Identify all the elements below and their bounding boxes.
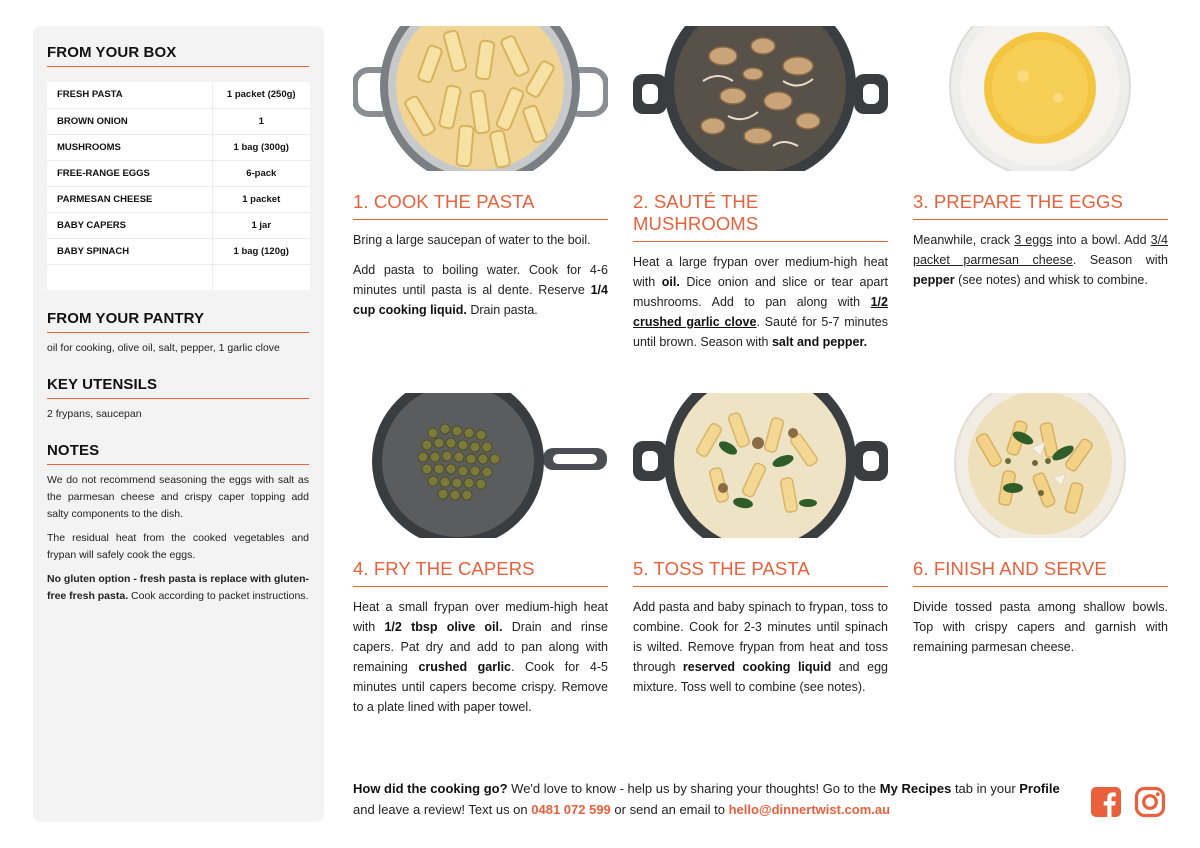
step-4 <box>353 393 608 717</box>
step-title: 3. PREPARE THE EGGS <box>913 191 1168 220</box>
ingredient-qty: 1 packet <box>212 186 310 212</box>
ingredient-name: FRESH PASTA <box>47 82 212 108</box>
email-link[interactable]: hello@dinnertwist.com.au <box>728 802 891 817</box>
table-row <box>47 238 310 264</box>
note-paragraph: No gluten option - fresh pasta is replace with gluten-free fresh pasta. Cook according to packet instructions. <box>47 573 309 602</box>
ingredient-qty: 1 jar <box>212 212 310 238</box>
table-row <box>47 186 310 212</box>
instagram-icon[interactable] <box>1134 786 1166 818</box>
note-bold: No gluten option - fresh pasta is replace with gluten-free fresh pasta. <box>47 573 309 602</box>
step-title: 2. SAUTÉ THE MUSHROOMS <box>633 191 888 242</box>
step-body: Bring a large saucepan of water to the boil. Add pasta to boiling water. Cook for 4-6 minutes until pasta is al dente. Reserve 1/4 cup cooking liquid. Drain pasta. <box>353 233 608 317</box>
facebook-icon[interactable] <box>1090 786 1122 818</box>
table-row-empty <box>47 264 310 290</box>
step-5 <box>633 393 888 697</box>
step-title: 4. FRY THE CAPERS <box>353 558 608 587</box>
ingredient-qty: 1 bag (300g) <box>212 134 310 160</box>
pasta-in-saucepan-icon <box>353 26 608 171</box>
table-row <box>47 134 310 160</box>
profile-label: Profile <box>1019 781 1060 796</box>
table-row <box>47 82 310 108</box>
feedback-footer: How did the cooking go? We'd love to know - help us by sharing your thoughts! Go to the My Recipes tab in your Profile and leave a review! Text us on 0481 072 599 or send an email to hello@dinnertwist.com.au <box>353 781 1060 817</box>
step-3 <box>913 26 1168 290</box>
mushrooms-in-frypan-icon <box>633 26 888 171</box>
ingredient-qty: 1 bag (120g) <box>212 238 310 264</box>
notes-heading: NOTES <box>47 442 309 465</box>
pantry-section <box>47 310 309 357</box>
ingredient-name: BABY SPINACH <box>47 238 212 264</box>
ingredient-qty: 1 <box>212 108 310 134</box>
my-recipes-label: My Recipes <box>879 781 952 796</box>
table-row <box>47 212 310 238</box>
ingredient-name: PARMESAN CHEESE <box>47 186 212 212</box>
ingredient-name: BROWN ONION <box>47 108 212 134</box>
step-title: 6. FINISH AND SERVE <box>913 558 1168 587</box>
ingredient-name: FREE-RANGE EGGS <box>47 160 212 186</box>
ingredient-name: MUSHROOMS <box>47 134 212 160</box>
key-utensils-heading: KEY UTENSILS <box>47 376 309 399</box>
ingredient-name: BABY CAPERS <box>47 212 212 238</box>
table-row <box>47 160 310 186</box>
from-your-pantry-heading: FROM YOUR PANTRY <box>47 310 309 333</box>
note-paragraph: The residual heat from the cooked vegetables and frypan will safely cook the eggs. <box>47 532 309 561</box>
sidebar <box>33 26 324 822</box>
step-title: 1. COOK THE PASTA <box>353 191 608 220</box>
plated-pasta-bowl-icon <box>913 393 1168 538</box>
whisked-eggs-bowl-icon <box>913 26 1168 171</box>
notes-section <box>47 442 309 605</box>
note-paragraph: We do not recommend seasoning the eggs with salt as the parmesan cheese and crispy caper topping add salty components to the dish. <box>47 474 309 520</box>
from-your-box-heading: FROM YOUR BOX <box>47 44 309 67</box>
step-body: Heat a small frypan over medium-high heat with 1/2 tbsp olive oil. Drain and rinse capers. Pat dry and add to pan along with remaining crushed garlic. Cook for 4-5 minutes until capers become crispy. Remove to a plate lined with paper towel. <box>353 600 608 714</box>
phone-link[interactable]: 0481 072 599 <box>531 802 611 817</box>
ingredients-table <box>47 82 310 290</box>
step-1 <box>353 26 608 320</box>
pantry-text: oil for cooking, olive oil, salt, pepper, 1 garlic clove <box>47 342 280 354</box>
pasta-tossed-in-frypan-icon <box>633 393 888 538</box>
step-title: 5. TOSS THE PASTA <box>633 558 888 587</box>
ingredient-qty: 1 packet (250g) <box>212 82 310 108</box>
step-2 <box>633 26 888 352</box>
step-body: Add pasta and baby spinach to frypan, toss to combine. Cook for 2-3 minutes until spinach is wilted. Remove frypan from heat and toss through reserved cooking liquid and egg mixture. Toss well to combine (see notes). <box>633 600 888 694</box>
capers-in-frypan-icon <box>353 393 608 538</box>
ingredient-qty: 6-pack <box>212 160 310 186</box>
table-row <box>47 108 310 134</box>
step-body: Divide tossed pasta among shallow bowls. Top with crispy capers and garnish with remaining parmesan cheese. <box>913 600 1168 654</box>
utensils-text: 2 frypans, saucepan <box>47 408 142 420</box>
step-6 <box>913 393 1168 657</box>
step-body: Meanwhile, crack 3 eggs into a bowl. Add 3/4 packet parmesan cheese. Season with pepper (see notes) and whisk to combine. <box>913 233 1169 287</box>
step-body: Heat a large frypan over medium-high heat with oil. Dice onion and slice or tear apart mushrooms. Add to pan along with 1/2 crushed garlic clove. Sauté for 5-7 minutes until brown. Season with salt and pepper. <box>633 255 889 349</box>
utensils-section <box>47 376 309 423</box>
